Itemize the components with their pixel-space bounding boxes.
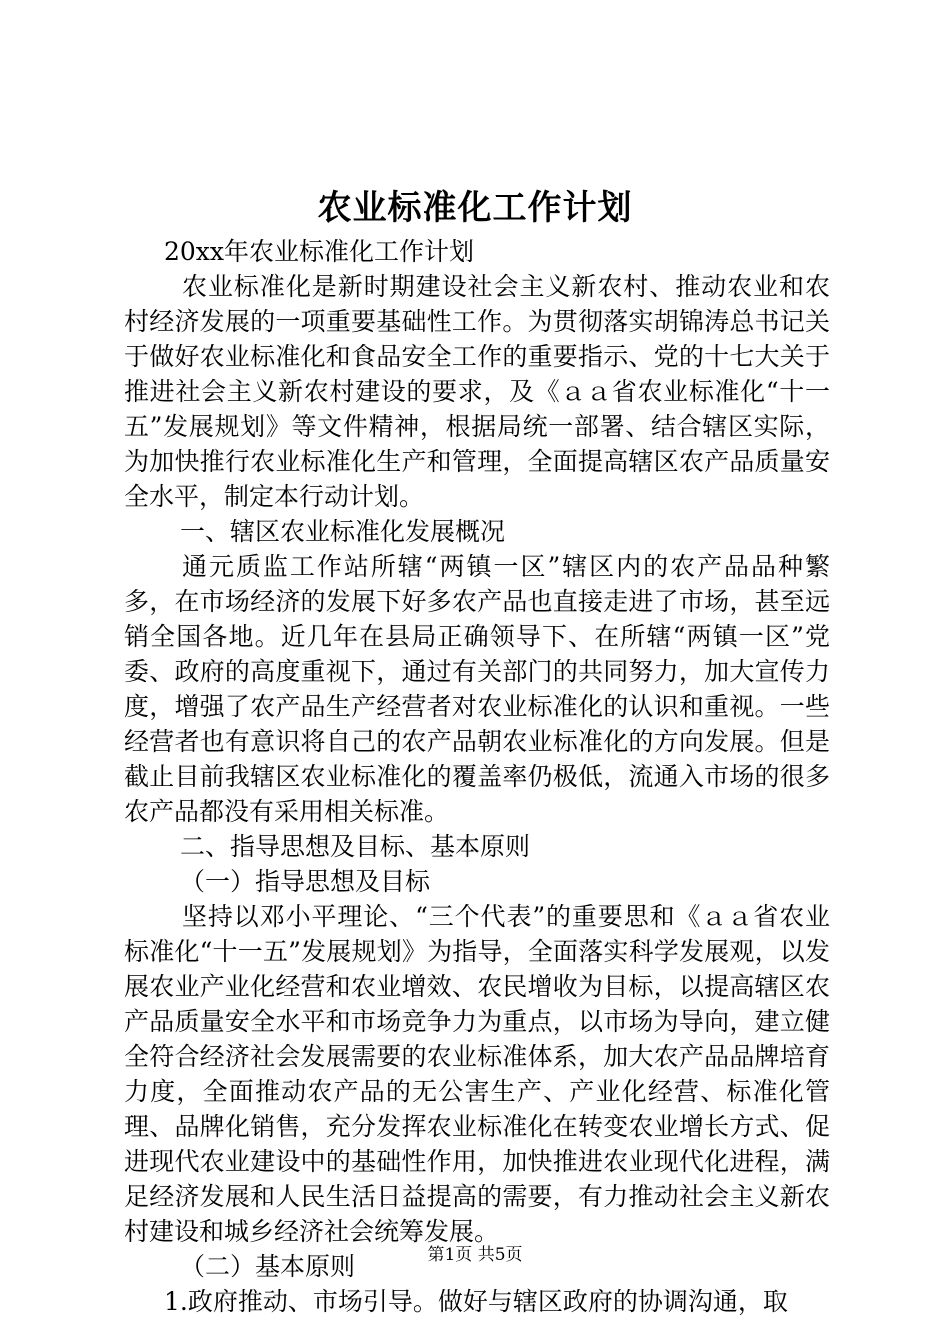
- heading-section-1: 一、辖区农业标准化发展概况: [180, 517, 506, 546]
- page-footer: 第1页 共5页: [427, 1245, 523, 1265]
- paragraph-guiding-thought: 坚持以邓小平理论、“三个代表”的重要思和《ａａ省农业标准化“十一五”发展规划》为指导，全面落实科学发展观，以发展农业产业化经营和农业增效、农民增收为目标，以提高辖区农产品质量安全水平和市场竞争力为重点，以市场为导向，建立健全符合经济社会发展需要的农业标准体系，加大农产品品牌培育力度，全面推动农产品的无公害生产、产业化经营、标准化管理、品牌化销售，充分发挥农业标准化在转变农业增长方式、促进现代农业建设中的基础性作用，加快推进农业现代化进程，满足经济发展和人民生活日益提高的需要，有力推动社会主义新农村建设和城乡经济社会统筹发展。: [124, 902, 830, 1246]
- paragraph-intro: 农业标准化是新时期建设社会主义新农村、推动农业和农村经济发展的一项重要基础性工作。为贯彻落实胡锦涛总书记关于做好农业标准化和食品安全工作的重要指示、党的十七大关于推进社会主义新农村建设的要求，及《ａａ省农业标准化“十一五”发展规划》等文件精神，根据局统一部署、结合辖区实际，为加快推行农业标准化生产和管理，全面提高辖区农产品质量安全水平，制定本行动计划。: [124, 272, 830, 511]
- heading-subsection-2: （二）基本原则: [180, 1252, 356, 1281]
- heading-section-2: 二、指导思想及目标、基本原则: [180, 832, 531, 861]
- document-body: [124, 234, 830, 1319]
- doc-subtitle: 20xx年农业标准化工作计划: [164, 237, 475, 266]
- paragraph-overview: 通元质监工作站所辖“两镇一区”辖区内的农产品品种繁多，在市场经济的发展下好多农产品也直接走进了市场，甚至远销全国各地。近几年在县局正确领导下、在所辖“两镇一区”党委、政府的高度重视下，通过有关部门的共同努力，加大宣传力度，增强了农产品生产经营者对农业标准化的认识和重视。一些经营者也有意识将自己的农产品朝农业标准化的方向发展。但是截止目前我辖区农业标准化的覆盖率仍极低，流通入市场的很多农产品都没有采用相关标准。: [124, 552, 830, 826]
- document-title: 农业标准化工作计划: [317, 188, 633, 228]
- heading-subsection-1: （一）指导思想及目标: [180, 867, 431, 896]
- paragraph-principle-1: 1.政府推动、市场引导。做好与辖区政府的协调沟通，取: [164, 1287, 788, 1316]
